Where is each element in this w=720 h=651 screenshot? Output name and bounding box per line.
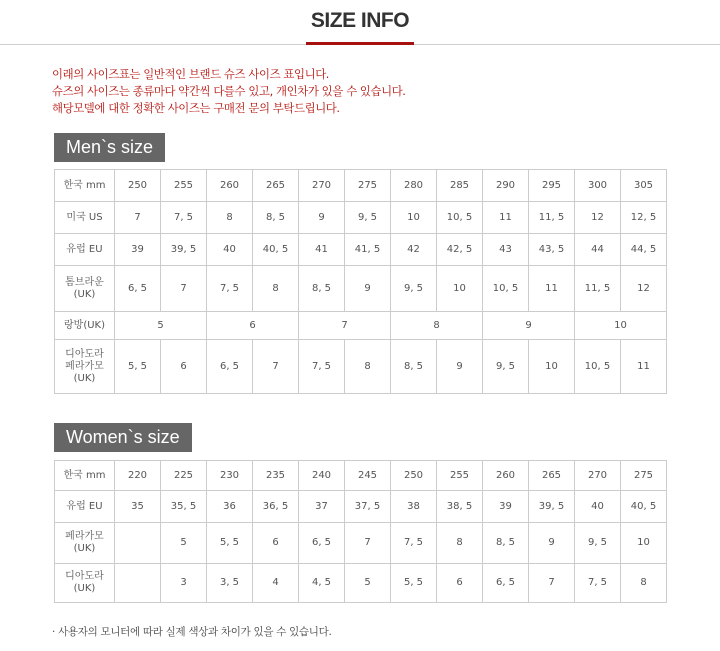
table-cell: 7 xyxy=(253,340,299,394)
table-cell: 10 xyxy=(391,202,437,234)
table-cell: 8 xyxy=(253,266,299,312)
table-cell: 5, 5 xyxy=(115,340,161,394)
table-row xyxy=(55,312,667,340)
table-cell: 41 xyxy=(299,234,345,266)
table-cell: 245 xyxy=(345,461,391,491)
table-cell: 9 xyxy=(299,202,345,234)
table-cell: 270 xyxy=(575,461,621,491)
table-cell: 11 xyxy=(621,340,667,394)
table-cell: 7, 5 xyxy=(299,340,345,394)
table-cell: 7 xyxy=(299,312,391,340)
table-cell: 39, 5 xyxy=(161,234,207,266)
table-cell: 9, 5 xyxy=(345,202,391,234)
row-header: 유럽 EU xyxy=(55,491,115,523)
table-cell: 5, 5 xyxy=(207,523,253,564)
row-header: 한국 mm xyxy=(55,170,115,202)
table-cell: 250 xyxy=(115,170,161,202)
table-cell: 8 xyxy=(391,312,483,340)
womens-size-table xyxy=(54,460,667,603)
table-cell: 285 xyxy=(437,170,483,202)
table-cell: 11, 5 xyxy=(529,202,575,234)
table-cell: 8 xyxy=(345,340,391,394)
mens-size-table xyxy=(54,169,667,394)
table-cell xyxy=(115,564,161,603)
table-cell: 11 xyxy=(483,202,529,234)
table-row xyxy=(55,202,667,234)
table-cell: 12 xyxy=(575,202,621,234)
table-cell: 8, 5 xyxy=(253,202,299,234)
row-header: 페라가모 (UK) xyxy=(55,523,115,564)
table-cell: 225 xyxy=(161,461,207,491)
table-cell: 280 xyxy=(391,170,437,202)
notice-line: 해당모델에 대한 정확한 사이즈는 구매전 문의 부탁드립니다. xyxy=(52,101,340,115)
table-row xyxy=(55,461,667,491)
page-title: SIZE INFO xyxy=(310,9,410,32)
table-cell: 9, 5 xyxy=(575,523,621,564)
title-underline xyxy=(306,42,414,45)
row-header: 톰브라운 (UK) xyxy=(55,266,115,312)
table-cell: 6, 5 xyxy=(207,340,253,394)
table-cell: 8, 5 xyxy=(299,266,345,312)
table-cell: 35 xyxy=(115,491,161,523)
table-cell: 7, 5 xyxy=(391,523,437,564)
table-cell: 39 xyxy=(483,491,529,523)
table-cell: 9 xyxy=(529,523,575,564)
table-cell: 7 xyxy=(115,202,161,234)
table-cell: 40, 5 xyxy=(621,491,667,523)
table-cell: 10 xyxy=(529,340,575,394)
table-cell: 255 xyxy=(161,170,207,202)
table-cell: 9 xyxy=(345,266,391,312)
table-cell: 8, 5 xyxy=(391,340,437,394)
table-cell: 260 xyxy=(483,461,529,491)
table-cell: 37, 5 xyxy=(345,491,391,523)
table-cell: 275 xyxy=(621,461,667,491)
table-cell: 6 xyxy=(207,312,299,340)
table-cell: 9 xyxy=(437,340,483,394)
table-row xyxy=(55,523,667,564)
table-cell: 40 xyxy=(575,491,621,523)
table-cell: 270 xyxy=(299,170,345,202)
table-cell: 8, 5 xyxy=(483,523,529,564)
table-row xyxy=(55,491,667,523)
table-cell: 220 xyxy=(115,461,161,491)
table-cell: 3 xyxy=(161,564,207,603)
table-cell: 12, 5 xyxy=(621,202,667,234)
table-cell: 6, 5 xyxy=(299,523,345,564)
table-cell: 300 xyxy=(575,170,621,202)
table-cell: 10 xyxy=(621,523,667,564)
table-cell: 6, 5 xyxy=(115,266,161,312)
notice-line: 슈즈의 사이즈는 종류마다 약간씩 다를수 있고, 개인차가 있을 수 있습니다. xyxy=(52,84,406,98)
table-cell: 305 xyxy=(621,170,667,202)
table-cell: 43 xyxy=(483,234,529,266)
row-header: 미국 US xyxy=(55,202,115,234)
table-row xyxy=(55,340,667,394)
row-header: 디아도라 (UK) xyxy=(55,564,115,603)
header xyxy=(0,0,720,46)
table-cell: 37 xyxy=(299,491,345,523)
row-header: 디아도라 페라가모 (UK) xyxy=(55,340,115,394)
table-cell: 9, 5 xyxy=(483,340,529,394)
table-cell: 4, 5 xyxy=(299,564,345,603)
table-cell: 260 xyxy=(207,170,253,202)
row-header: 유럽 EU xyxy=(55,234,115,266)
table-cell: 40 xyxy=(207,234,253,266)
table-cell: 4 xyxy=(253,564,299,603)
table-cell: 6 xyxy=(161,340,207,394)
table-cell xyxy=(115,523,161,564)
table-cell: 12 xyxy=(621,266,667,312)
table-cell: 41, 5 xyxy=(345,234,391,266)
table-row xyxy=(55,564,667,603)
table-cell: 8 xyxy=(621,564,667,603)
table-cell: 5 xyxy=(345,564,391,603)
table-cell: 36 xyxy=(207,491,253,523)
table-row xyxy=(55,170,667,202)
table-cell: 5 xyxy=(115,312,207,340)
table-cell: 6 xyxy=(253,523,299,564)
table-cell: 10, 5 xyxy=(437,202,483,234)
table-cell: 275 xyxy=(345,170,391,202)
table-cell: 39 xyxy=(115,234,161,266)
footnote: · 사용자의 모니터에 따라 실제 색상과 차이가 있을 수 있습니다. xyxy=(52,626,332,638)
table-cell: 295 xyxy=(529,170,575,202)
table-cell: 11, 5 xyxy=(575,266,621,312)
table-cell: 7, 5 xyxy=(161,202,207,234)
table-cell: 43, 5 xyxy=(529,234,575,266)
table-cell: 42 xyxy=(391,234,437,266)
table-cell: 5, 5 xyxy=(391,564,437,603)
table-cell: 40, 5 xyxy=(253,234,299,266)
table-cell: 255 xyxy=(437,461,483,491)
table-cell: 230 xyxy=(207,461,253,491)
table-cell: 38, 5 xyxy=(437,491,483,523)
table-cell: 10 xyxy=(575,312,667,340)
table-cell: 8 xyxy=(207,202,253,234)
table-cell: 3, 5 xyxy=(207,564,253,603)
table-cell: 7, 5 xyxy=(575,564,621,603)
table-cell: 10, 5 xyxy=(575,340,621,394)
table-cell: 10 xyxy=(437,266,483,312)
table-row xyxy=(55,234,667,266)
row-header: 랑방(UK) xyxy=(55,312,115,340)
table-cell: 6 xyxy=(437,564,483,603)
table-cell: 35, 5 xyxy=(161,491,207,523)
table-cell: 250 xyxy=(391,461,437,491)
size-notice xyxy=(52,66,406,117)
table-cell: 7 xyxy=(161,266,207,312)
notice-line: 이래의 사이즈표는 일반적인 브랜드 슈즈 사이즈 표입니다. xyxy=(52,67,330,81)
row-header: 한국 mm xyxy=(55,461,115,491)
table-cell: 8 xyxy=(437,523,483,564)
table-cell: 240 xyxy=(299,461,345,491)
table-cell: 36, 5 xyxy=(253,491,299,523)
mens-size-heading: Men`s size xyxy=(54,133,165,162)
table-cell: 44 xyxy=(575,234,621,266)
table-cell: 42, 5 xyxy=(437,234,483,266)
table-cell: 9, 5 xyxy=(391,266,437,312)
table-cell: 5 xyxy=(161,523,207,564)
table-cell: 235 xyxy=(253,461,299,491)
table-cell: 290 xyxy=(483,170,529,202)
table-cell: 265 xyxy=(529,461,575,491)
womens-size-heading: Women`s size xyxy=(54,423,192,452)
table-cell: 10, 5 xyxy=(483,266,529,312)
table-cell: 38 xyxy=(391,491,437,523)
table-cell: 6, 5 xyxy=(483,564,529,603)
table-cell: 39, 5 xyxy=(529,491,575,523)
table-cell: 44, 5 xyxy=(621,234,667,266)
table-row xyxy=(55,266,667,312)
table-cell: 9 xyxy=(483,312,575,340)
table-cell: 7 xyxy=(345,523,391,564)
table-cell: 7, 5 xyxy=(207,266,253,312)
table-cell: 7 xyxy=(529,564,575,603)
table-cell: 11 xyxy=(529,266,575,312)
table-cell: 265 xyxy=(253,170,299,202)
